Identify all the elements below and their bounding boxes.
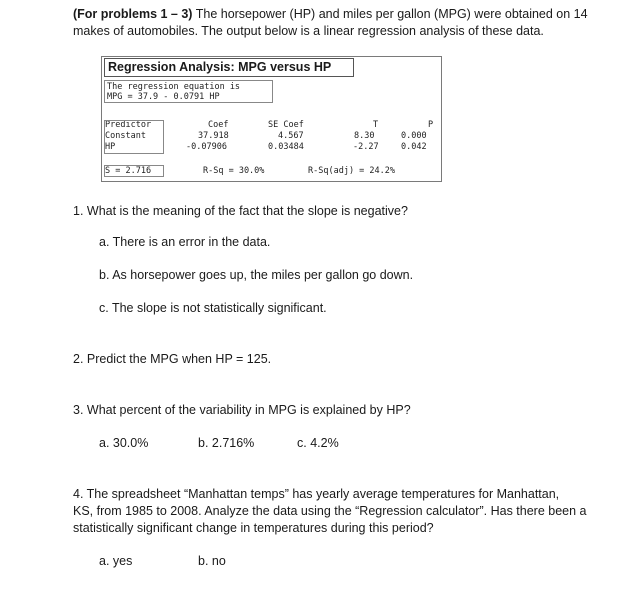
intro-line-2: makes of automobiles. The output below is a linear regression analysis of these data. <box>73 24 544 38</box>
row-constant-t: 8.30 <box>354 131 375 141</box>
header-t: T <box>373 120 379 130</box>
s-value: S = 2.716 <box>105 166 152 176</box>
row-constant-coef: 37.918 <box>198 131 229 141</box>
q4-line-2: KS, from 1985 to 2008. Analyze the data using the “Regression calculator”. Has there been a <box>73 504 587 518</box>
q4-line-1: 4. The spreadsheet “Manhattan temps” has yearly average temperatures for Manhattan, <box>73 487 560 501</box>
header-coef: Coef <box>208 120 229 130</box>
header-predictor: Predictor <box>105 120 152 130</box>
intro-paragraph <box>73 6 588 40</box>
header-se-coef: SE Coef <box>268 120 304 130</box>
q2-question: 2. Predict the MPG when HP = 125. <box>73 352 272 366</box>
row-hp-coef: -0.07906 <box>186 142 227 152</box>
equation: MPG = 37.9 - 0.0791 HP <box>107 92 220 102</box>
q3-question: 3. What percent of the variability in MPG is explained by HP? <box>73 403 411 417</box>
q4-line-3: statistically significant change in temperatures during this period? <box>73 521 434 535</box>
intro-bold-label: (For problems 1 – 3) <box>73 7 193 21</box>
row-hp-p: 0.042 <box>401 142 427 152</box>
intro-line-1-rest: The horsepower (HP) and miles per gallon (MPG) were obtained on 14 <box>192 7 588 21</box>
header-p: P <box>428 120 434 130</box>
regression-output-box <box>101 56 442 182</box>
r-sq-adj-value: R-Sq(adj) = 24.2% <box>308 166 395 176</box>
r-sq-value: R-Sq = 30.0% <box>203 166 265 176</box>
q4-option-b: b. no <box>198 554 226 568</box>
q3-option-b: b. 2.716% <box>198 436 255 450</box>
row-hp-predictor: HP <box>105 142 116 152</box>
row-constant-predictor: Constant <box>105 131 146 141</box>
row-hp-t: -2.27 <box>353 142 379 152</box>
equation-label: The regression equation is <box>107 82 241 92</box>
q3-option-c: c. 4.2% <box>297 436 339 450</box>
q1-question: 1. What is the meaning of the fact that the slope is negative? <box>73 204 408 218</box>
row-constant-se: 4.567 <box>278 131 304 141</box>
intro-line-1 <box>73 6 588 23</box>
regression-title: Regression Analysis: MPG versus HP <box>104 58 354 77</box>
q3-option-a: a. 30.0% <box>99 436 149 450</box>
row-hp-se: 0.03484 <box>268 142 304 152</box>
equation-box <box>104 80 273 103</box>
q1-option-a: a. There is an error in the data. <box>99 235 271 249</box>
row-constant-p: 0.000 <box>401 131 427 141</box>
q1-option-b: b. As horsepower goes up, the miles per gallon go down. <box>99 268 414 282</box>
q4-option-a: a. yes <box>99 554 133 568</box>
q4-question <box>73 486 587 537</box>
q1-option-c: c. The slope is not statistically significant. <box>99 301 327 315</box>
